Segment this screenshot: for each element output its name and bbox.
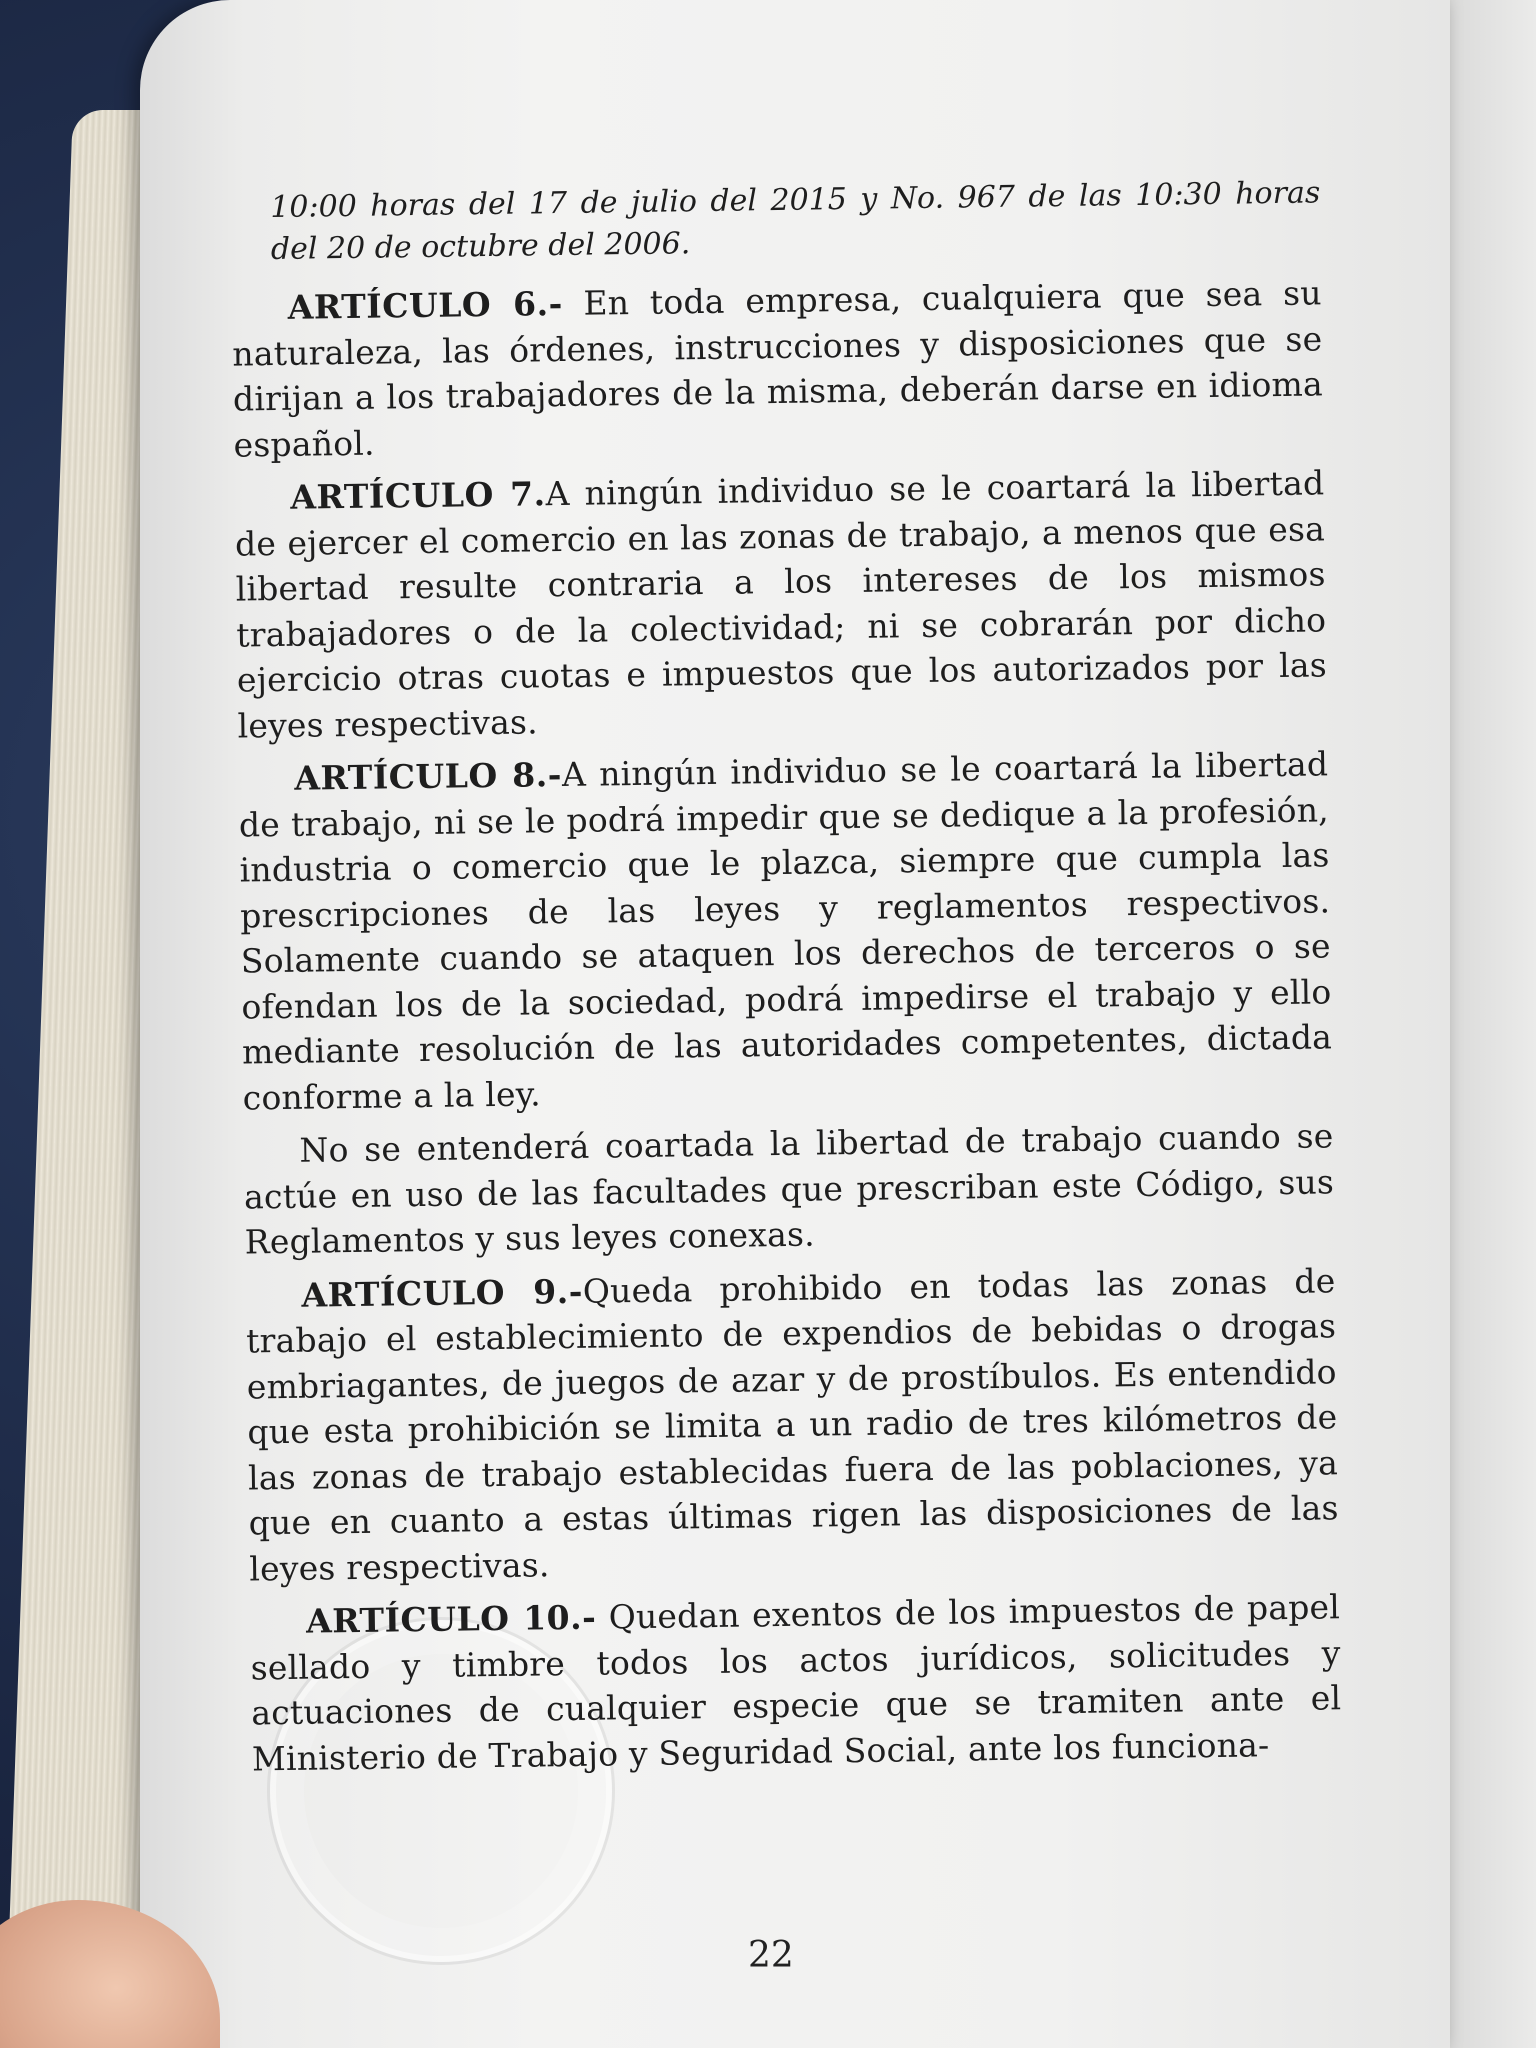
article-8 <box>238 741 1333 1120</box>
page-number: 22 <box>748 1935 794 1976</box>
article-6-body: En toda empresa, cualquiera que sea su naturaleza, las órdenes, instrucciones y disposiciones que se dirijan a los trabajadores de la misma, deberán darse en idioma español. <box>232 273 1324 465</box>
article-9-heading: ARTÍCULO 9.- <box>301 1271 584 1315</box>
article-9-body: Queda prohibido en todas las zonas de trabajo el establecimiento de expendios de bebidas o drogas embriagantes, de juegos de azar y de prostíbulos. Es entendido que esta prohibición se limita a un radio de tres kilómetros de las zonas de trabajo establecidas fuera de las poblaciones, ya que en cuanto a estas últimas rigen las disposiciones de las leyes respectivas. <box>245 1260 1339 1588</box>
article-10 <box>250 1584 1342 1781</box>
article-7 <box>234 460 1328 748</box>
article-7-body: A ningún individuo se le coartará la libertad de ejercer el comercio en las zonas de trabajo, a menos que esa libertad resulte contraria a los intereses de los mismos trabajadores o de la colectividad; ni se cobrarán por dicho ejercicio otras cuotas e impuestos que los autorizados por las leyes respectivas. <box>234 463 1328 746</box>
article-10-heading: ARTÍCULO 10.- <box>305 1597 597 1641</box>
intro-text: 10:00 horas del 17 de julio del 2015 y No. 967 de las 10:30 horas del 20 de octubre del 2006. <box>270 175 1321 268</box>
page-text <box>230 172 1342 1789</box>
article-10-body: Quedan exentos de los impuestos de papel sellado y timbre todos los actos jurídicos, solicitudes y actuaciones de cualquier especie que se tramiten ante el Ministerio de Trabajo y Seguridad Social, ante los funciona- <box>250 1587 1342 1778</box>
article-8-body: A ningún individuo se le coartará la libertad de trabajo, ni se le podrá impedir que se dedique a la profesión, industria o comercio que le plazca, siempre que cumpla las prescripciones de las leyes y reglamentos respectivos. Solamente cuando se ataquen los derechos de terceros o se ofendan los de la sociedad, podrá impedirse el trabajo y ello mediante resolución de las autoridades competentes, dictada conforme a la ley. <box>238 744 1333 1118</box>
article-7-heading: ARTÍCULO 7. <box>290 474 546 517</box>
article-6 <box>231 270 1323 467</box>
article-8-heading: ARTÍCULO 8.- <box>294 755 563 798</box>
article-9 <box>245 1258 1339 1592</box>
facing-page-edge <box>1440 0 1536 2048</box>
article-6-heading: ARTÍCULO 6.- <box>287 283 564 327</box>
article-8-paragraph-2: No se entenderá coartada la libertad de trabajo cuando se actúe en uso de las facultades que prescriban este Código, sus Reglamentos y sus leyes conexas. <box>243 1116 1335 1262</box>
